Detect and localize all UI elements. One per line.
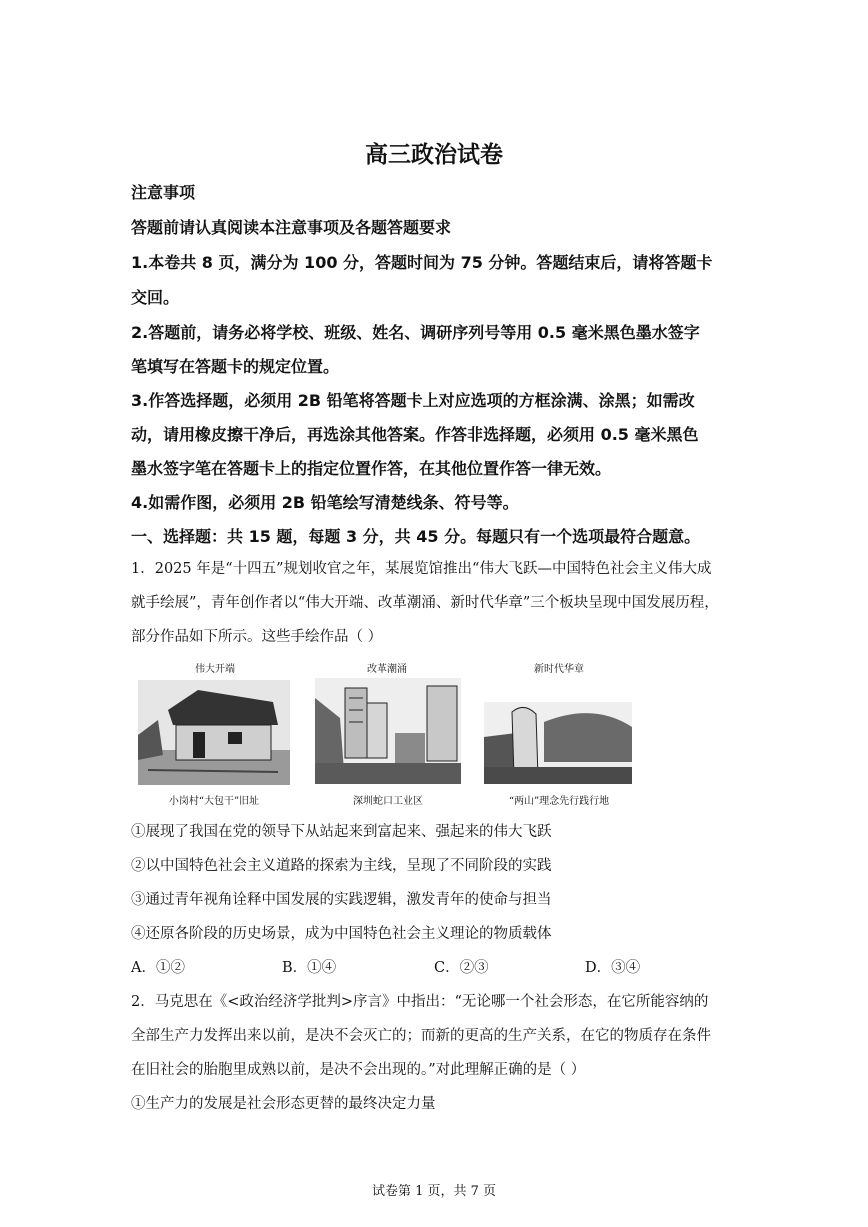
statement: ①生产力的发展是社会形态更替的最终决定力量 bbox=[131, 1096, 436, 1112]
option-a[interactable]: A．①② bbox=[131, 960, 185, 976]
question-1-text: 就手绘展”，青年创作者以“伟大开端、改革潮涌、新时代华章”三个板块呈现中国发展历程， bbox=[131, 595, 719, 611]
statement: ④还原各阶段的历史场景，成为中国特色社会主义理论的物质载体 bbox=[131, 926, 552, 942]
option-b[interactable]: B．①④ bbox=[282, 960, 337, 976]
notice-line: 笔填写在答题卡的规定位置。 bbox=[131, 357, 340, 376]
notice-heading: 注意事项 bbox=[131, 183, 196, 202]
page-footer: 试卷第 1 页，共 7 页 bbox=[371, 1184, 497, 1199]
image-industrial-zone bbox=[315, 678, 461, 784]
image-caption: “两山”理念先行践行地 bbox=[508, 796, 610, 807]
question-2-text: 在旧社会的胎胞里成熟以前，是决不会出现的。”对此理解正确的是（ ） bbox=[131, 1062, 586, 1078]
notice-line: 动，请用橡皮擦干净后，再选涂其他答案。作答非选择题，必须用 0.5 毫米黑色 bbox=[131, 425, 699, 444]
notice-line: 2.答题前，请务必将学校、班级、姓名、调研序列号等用 0.5 毫米黑色墨水签字 bbox=[131, 323, 700, 342]
image-stone-monument bbox=[484, 702, 632, 784]
notice-intro: 答题前请认真阅读本注意事项及各题答题要求 bbox=[131, 218, 452, 237]
question-1-text: 部分作品如下所示。这些手绘作品（ ） bbox=[131, 629, 383, 645]
page-title: 高三政治试卷 bbox=[365, 141, 503, 168]
image-caption: 深圳蛇口工业区 bbox=[353, 796, 423, 807]
question-2-text: 全部生产力发挥出来以前，是决不会灭亡的；而新的更高的生产关系，在它的物质存在条件 bbox=[131, 1028, 711, 1044]
image-caption: 小岗村“大包干”旧址 bbox=[168, 796, 260, 807]
image-title: 改革潮涌 bbox=[367, 664, 407, 675]
notice-line: 交回。 bbox=[131, 288, 180, 307]
image-farmhouse bbox=[138, 680, 290, 785]
question-1-text: 1．2025 年是“十四五”规划收官之年，某展览馆推出“伟大飞跃—中国特色社会主义伟大成 bbox=[131, 561, 712, 577]
statement: ②以中国特色社会主义道路的探索为主线，呈现了不同阶段的实践 bbox=[131, 858, 552, 874]
option-c[interactable]: C．②③ bbox=[434, 960, 489, 976]
notice-line: 墨水签字笔在答题卡上的指定位置作答，在其他位置作答一律无效。 bbox=[131, 459, 612, 478]
image-title: 新时代华章 bbox=[534, 664, 584, 675]
statement: ③通过青年视角诠释中国发展的实践逻辑，激发青年的使命与担当 bbox=[131, 892, 552, 908]
notice-line: 1.本卷共 8 页，满分为 100 分，答题时间为 75 分钟。答题结束后，请将答题卡 bbox=[131, 253, 713, 272]
notice-line: 3.作答选择题，必须用 2B 铅笔将答题卡上对应选项的方框涂满、涂黑；如需改 bbox=[131, 391, 695, 410]
image-title: 伟大开端 bbox=[195, 664, 235, 675]
notice-line: 4.如需作图，必须用 2B 铅笔绘写清楚线条、符号等。 bbox=[131, 493, 519, 512]
option-d[interactable]: D．③④ bbox=[585, 960, 641, 976]
section-heading: 一、选择题：共 15 题，每题 3 分，共 45 分。每题只有一个选项最符合题意。 bbox=[131, 527, 701, 546]
statement: ①展现了我国在党的领导下从站起来到富起来、强起来的伟大飞跃 bbox=[131, 824, 552, 840]
question-2-text: 2．马克思在《<政治经济学批判>序言》中指出：“无论哪一个社会形态，在它所能容纳的 bbox=[131, 994, 709, 1010]
